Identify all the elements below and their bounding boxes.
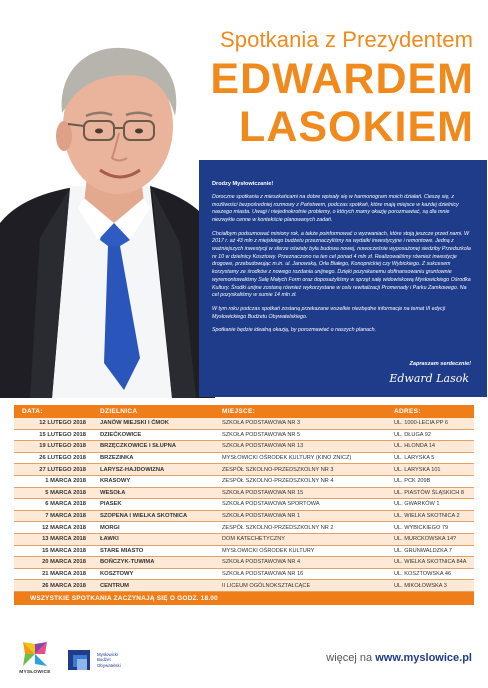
row-district: SZOPENA I WIELKA SKOTNICA	[100, 513, 188, 520]
row-date: 13 MARCA 2018	[42, 536, 86, 543]
row-district: STARE MIASTO	[100, 547, 144, 554]
row-district: BRZĘCZKOWICE I SŁUPNA	[100, 443, 177, 450]
table-row	[14, 522, 474, 534]
row-place: SZKOŁA PODSTAWOWA NR 5	[222, 431, 301, 438]
website-url[interactable]: www.myslowice.pl	[375, 652, 472, 664]
table-row	[14, 430, 474, 442]
myslowice-logo-icon	[21, 640, 49, 668]
headline-subtitle: Spotkania z Prezydentem	[220, 27, 473, 52]
letter-closing: Zapraszam serdecznie!	[409, 361, 471, 367]
row-address: UL. WIELKA SKOTNICA 2	[394, 513, 460, 520]
header-district: DZIELNICA	[100, 408, 138, 415]
letter-paragraph: Chciałbym podsumować miniony rok, a także poinformować o wyzwaniach, które stoją jeszcze przed nami. W 2017 r. aż 43 mln z miejskiego budżetu przeznaczyliśmy na wydatki inwestycyjne i remontowe. Jedną z ważniejszych inwestycji w sferze oświaty była budowa nowej, nowocześnie wyposażonej siedziby Przedszkola nr 10 w dzielnicy Kosztowy. Przeznaczono na ten cel ponad 4 mln zł. Realizowaliśmy również inwestycje drogowe, przebudowując m.in. ul. Janowską, Orła Białego, Konopnickiej czy Wybickiego. Z sukcesem korzystamy ze środków z nowego rozdania unijnego. Dzięki pozyskanemu dofinansowaniu gruntownie wyremontowaliśmy Salę Małych Form oraz doposażyliśmy w sprzęt salę widowiskową Mysłowickiego Ośrodka Kultury. Środki unijne zostaną również wykorzystane w celu rewitalizacji Promenady i Parku Zamkowego. Na cel pozyskaliśmy w sumie 14 mln zł.	[212, 230, 471, 299]
letter-paragraph: Doroczne spotkania z mieszkańcami na dobre wpisały się w harmonogram moich działań. Cieszę się, z możliwości bezpośredniej rozmowy z Państwem, podczas spotkań, które mają miejsce w każdej dzielnicy naszego miasta. Uwagi i niejednokrotnie problemy, o których mamy okazję porozmawiać, są dla mnie niezwykle cenne w kontekście planowanych zadań.	[212, 194, 459, 224]
row-district: KOSZTOWY	[100, 571, 134, 578]
row-date: 26 MARCA 2018	[42, 582, 86, 589]
table-row	[14, 453, 474, 465]
row-district: CENTRUM	[100, 582, 129, 589]
row-place: SZKOŁA PODSTAWOWA NR 1	[222, 513, 301, 520]
row-district: BRZEZINKA	[100, 455, 134, 462]
row-place: DOM KATECHETYCZNY	[222, 536, 285, 543]
letter-paragraph: Spotkanie będzie idealną okazją, by porozmawiać o naszych planach.	[212, 327, 377, 334]
table-footer-text: WSZYSTKIE SPOTKANIA ZACZYNAJĄ SIĘ O GODZ. 18.00	[30, 594, 218, 602]
row-address: UL. PCK 209B	[394, 478, 431, 485]
row-place: SZKOŁA PODSTAWOWA NR 3	[222, 420, 301, 427]
budget-logo-label: Mysłowicki Budżet Obywatelski	[97, 651, 121, 668]
row-district: MORGI	[100, 524, 120, 531]
table-row	[14, 476, 474, 488]
row-place: ZESPÓŁ SZKOLNO-PRZEDSZKOLNY NR 3	[222, 466, 334, 473]
table-row	[14, 569, 474, 581]
letter-paragraph: W tym roku podczas spotkań zostaną przekazane wszelkie niezbędne informacje na temat III edycji Mysłowickiego Budżetu Obywatelskiego.	[212, 305, 446, 320]
table-row	[14, 546, 474, 558]
table-footer	[14, 592, 474, 605]
myslowice-logo	[15, 640, 55, 684]
row-date: 15 MARCA 2018	[42, 547, 86, 554]
row-district: KRASOWY	[100, 478, 131, 485]
table-row	[14, 499, 474, 511]
row-address: UL. 1000-LECIA PP 6	[394, 420, 449, 427]
row-address: UL. MIKOŁOWSKA 3	[394, 582, 447, 589]
table-row	[14, 464, 474, 476]
letter-signature: Edward Lasok	[389, 372, 469, 385]
row-date: 20 MARCA 2018	[42, 559, 86, 566]
row-place: II LICEUM OGÓLNOKSZTAŁCĄCE	[222, 582, 311, 589]
row-date: 15 LUTEGO 2018	[39, 431, 86, 438]
myslowice-logo-label: MYSŁOWICE	[19, 670, 51, 675]
schedule-table	[14, 405, 474, 605]
row-place: SZKOŁA PODSTAWOWA NR 16	[222, 571, 304, 578]
table-row	[14, 534, 474, 546]
table-body	[14, 418, 474, 592]
row-place: SZKOŁA PODSTAWOWA NR 13	[222, 443, 304, 450]
row-place: SZKOŁA PODSTAWOWA NR 15	[222, 489, 304, 496]
header-place: MIEJSCE:	[222, 408, 256, 415]
row-date: 26 LUTEGO 2018	[39, 455, 86, 462]
row-date: 21 MARCA 2018	[42, 571, 86, 578]
row-district: ŁAWKI	[100, 536, 119, 543]
president-portrait	[0, 18, 215, 398]
row-date: 12 LUTEGO 2018	[39, 420, 86, 427]
row-address: UL. LARYSKA 101	[394, 466, 441, 473]
row-district: LARYSZ-HAJDOWIZNA	[100, 466, 165, 473]
row-date: 12 MARCA 2018	[42, 524, 86, 531]
headline-name-last: LASOKIEM	[239, 103, 474, 151]
row-address: UL. DŁUGA 92	[394, 431, 431, 438]
website-link[interactable]	[326, 652, 472, 664]
letter-panel	[199, 160, 487, 397]
row-place: ZESPÓŁ SZKOLNO-PRZEDSZKOLNY NR 2	[222, 524, 334, 531]
row-district: BOŃCZYK-TUWIMA	[100, 559, 155, 566]
row-address: UL. HLONDA 14	[394, 443, 436, 450]
budget-logo-icon	[67, 647, 93, 673]
row-address: UL. KOSZTOWSKA 46	[394, 571, 452, 578]
header-date: DATA:	[22, 408, 43, 415]
row-place: ZESPÓŁ SZKOLNO-PRZEDSZKOLNY NR 4	[222, 478, 334, 485]
row-address: UL. MURCKOWSKA 14?	[394, 536, 457, 543]
row-district: PIASEK	[100, 501, 122, 508]
row-date: 19 LUTEGO 2018	[39, 443, 86, 450]
row-date: 27 LUTEGO 2018	[39, 466, 86, 473]
table-row	[14, 418, 474, 430]
row-address: UL. WYBICKIEGO 79	[394, 524, 449, 531]
row-place: SZKOŁA PODSTAWOWA SPORTOWA	[222, 501, 320, 508]
row-place: MYSŁOWICKI OŚRODEK KULTURY (KINO ZNICZ)	[222, 455, 352, 462]
row-address: UL. PIASTÓW ŚLĄSKICH 8	[394, 489, 464, 496]
website-prefix: więcej na	[326, 652, 373, 664]
row-address: UL. LARYSKA 5	[394, 455, 435, 462]
header-address: ADRES:	[394, 408, 421, 415]
row-address: UL. WIELKA SKOTNICA 84A	[394, 559, 467, 566]
table-row	[14, 580, 474, 592]
row-address: UL. GRUNWALDZKA 7	[394, 547, 452, 554]
table-row	[14, 557, 474, 569]
row-date: 7 MARCA 2018	[45, 513, 86, 520]
row-date: 5 MARCA 2018	[45, 489, 86, 496]
row-district: JANÓW MIEJSKI I ĆMOK	[100, 420, 169, 427]
row-date: 1 MARCA 2018	[45, 478, 86, 485]
table-row	[14, 488, 474, 500]
row-address: UL. GWARKÓW 1	[394, 501, 440, 508]
row-place: SZKOŁA PODSTAWOWA NR 4	[222, 559, 301, 566]
row-date: 6 MARCA 2018	[45, 501, 86, 508]
table-row	[14, 511, 474, 523]
table-row	[14, 441, 474, 453]
letter-greeting: Drodzy Mysłowiczanie!	[212, 181, 274, 187]
table-header	[14, 405, 474, 418]
row-district: DZIEĆKOWICE	[100, 431, 142, 438]
headline-name-first: EDWARDEM	[210, 55, 474, 103]
row-place: MYSŁOWICKI OŚRODEK KULTURY	[222, 547, 315, 554]
budget-logo	[67, 645, 147, 675]
row-district: WESOŁA	[100, 489, 126, 496]
